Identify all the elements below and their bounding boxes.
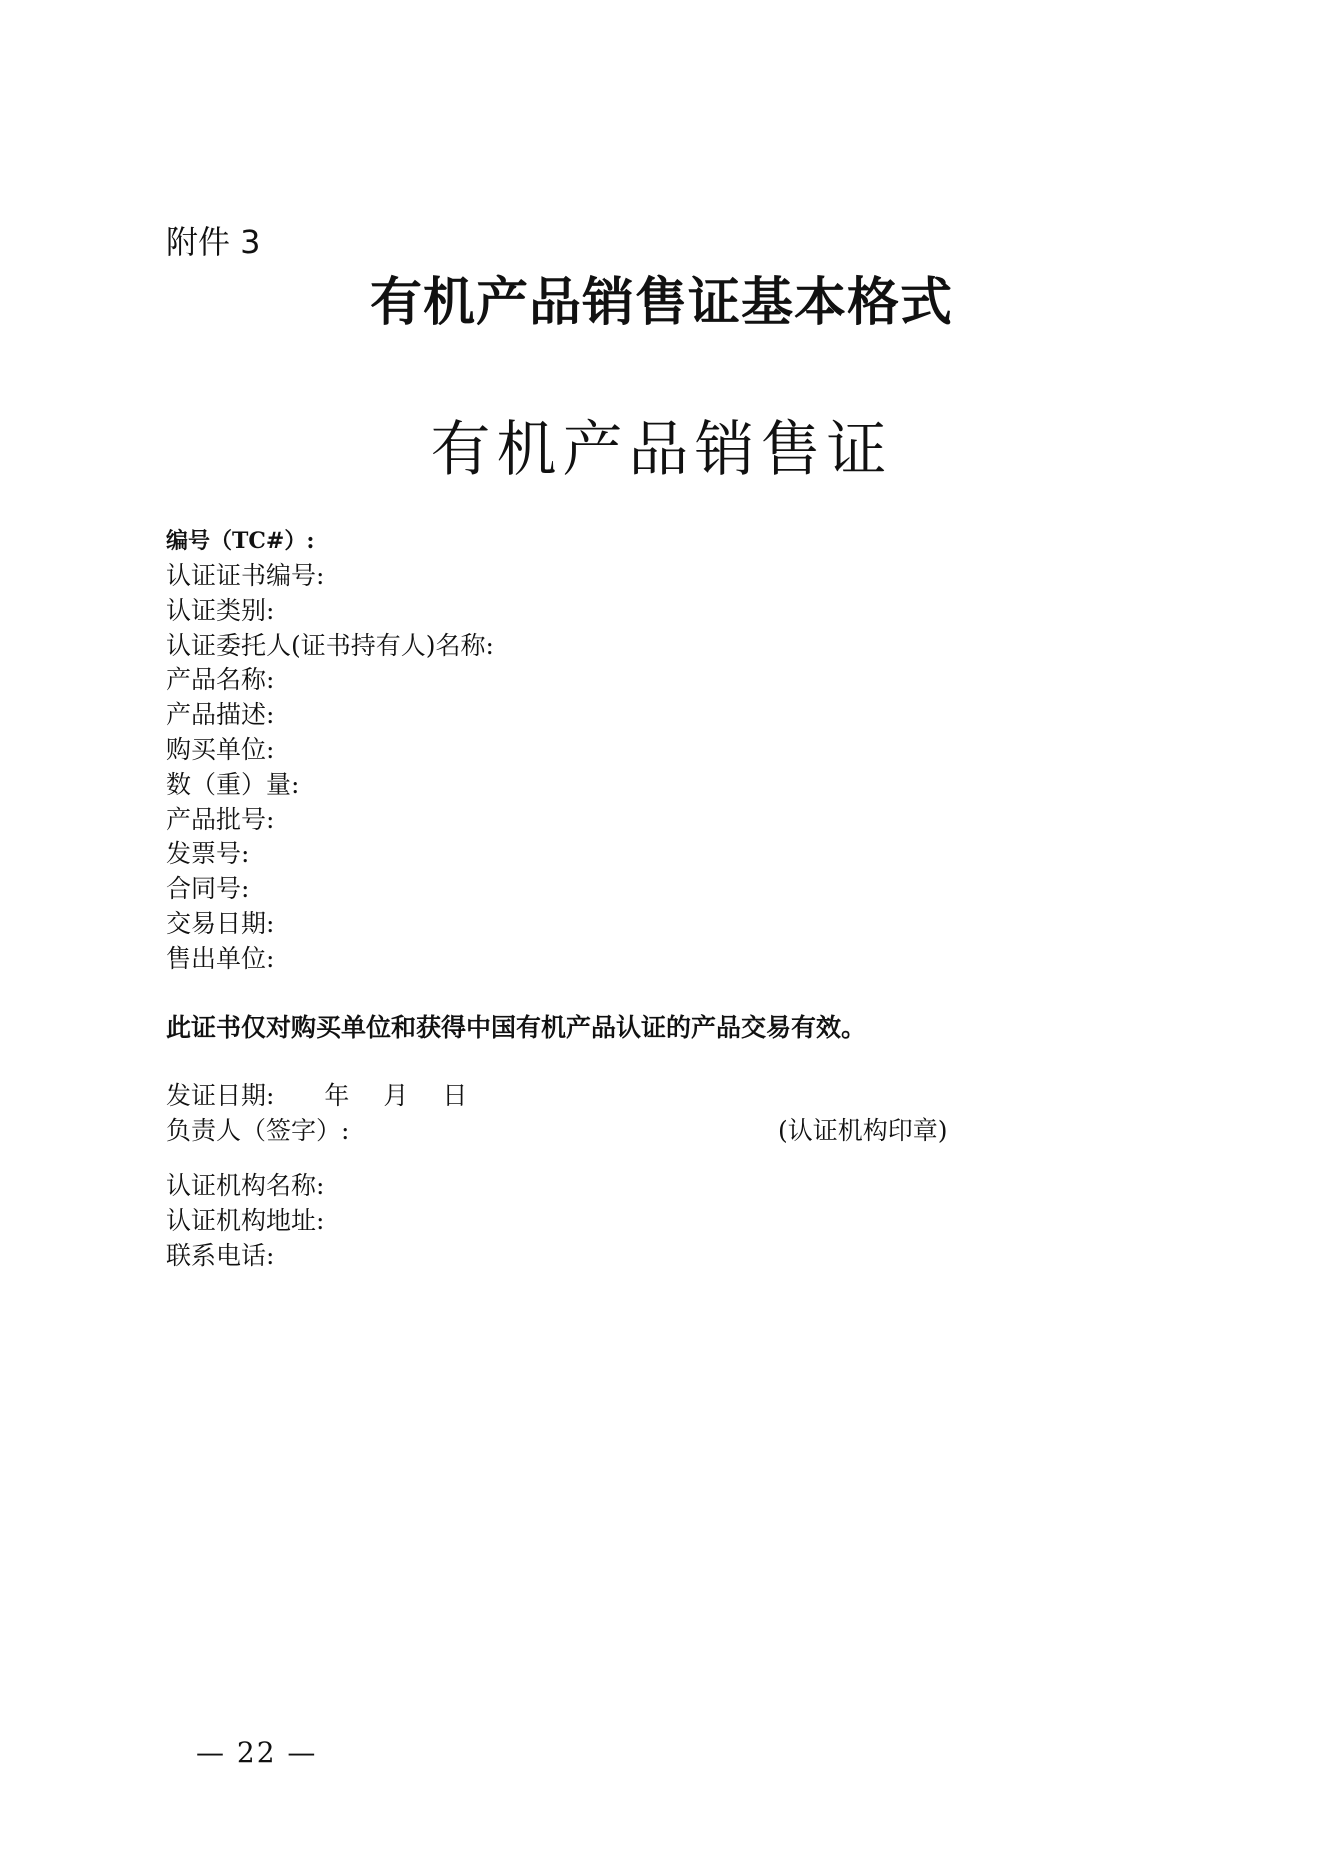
field-batch-number: 产品批号: [166, 804, 275, 834]
field-product-description: 产品描述: [166, 700, 275, 730]
field-quantity: 数（重）量: [166, 769, 300, 799]
page-number: — 22 — [196, 1736, 318, 1769]
document-title: 有机产品销售证基本格式 [369, 272, 953, 333]
issue-date-year: 年 [324, 1081, 350, 1110]
certificate-number-label: 编号（TC#）: [166, 528, 315, 554]
field-contract-number: 合同号: [166, 874, 250, 904]
issue-date-line [166, 1078, 493, 1114]
validity-notice: 此证书仅对购买单位和获得中国有机产品认证的产品交易有效。 [166, 1013, 867, 1042]
field-product-name: 产品名称: [166, 665, 275, 695]
issue-date-month: 月 [383, 1081, 409, 1110]
issue-date-label: 发证日期: [166, 1081, 275, 1110]
certificate-field-list [166, 559, 494, 977]
seal-label: (认证机构印章) [778, 1116, 948, 1145]
field-org-name: 认证机构名称: [166, 1171, 325, 1200]
attachment-label: 附件 3 [166, 223, 261, 261]
signature-label: 负责人（签字）: [166, 1116, 350, 1145]
issue-date-parts [324, 1078, 493, 1114]
field-transaction-date: 交易日期: [166, 908, 275, 938]
issue-date-day: 日 [442, 1081, 468, 1110]
field-seller: 售出单位: [166, 943, 275, 973]
field-cert-category: 认证类别: [166, 595, 275, 625]
field-invoice-number: 发票号: [166, 839, 250, 869]
field-org-address: 认证机构地址: [166, 1206, 325, 1235]
field-org-phone: 联系电话: [166, 1241, 275, 1270]
field-applicant-name: 认证委托人(证书持有人)名称: [166, 630, 494, 660]
field-buyer: 购买单位: [166, 734, 275, 764]
certificate-title: 有机产品销售证 [430, 415, 893, 485]
organization-field-list [166, 1168, 324, 1273]
field-cert-number: 认证证书编号: [166, 561, 325, 590]
